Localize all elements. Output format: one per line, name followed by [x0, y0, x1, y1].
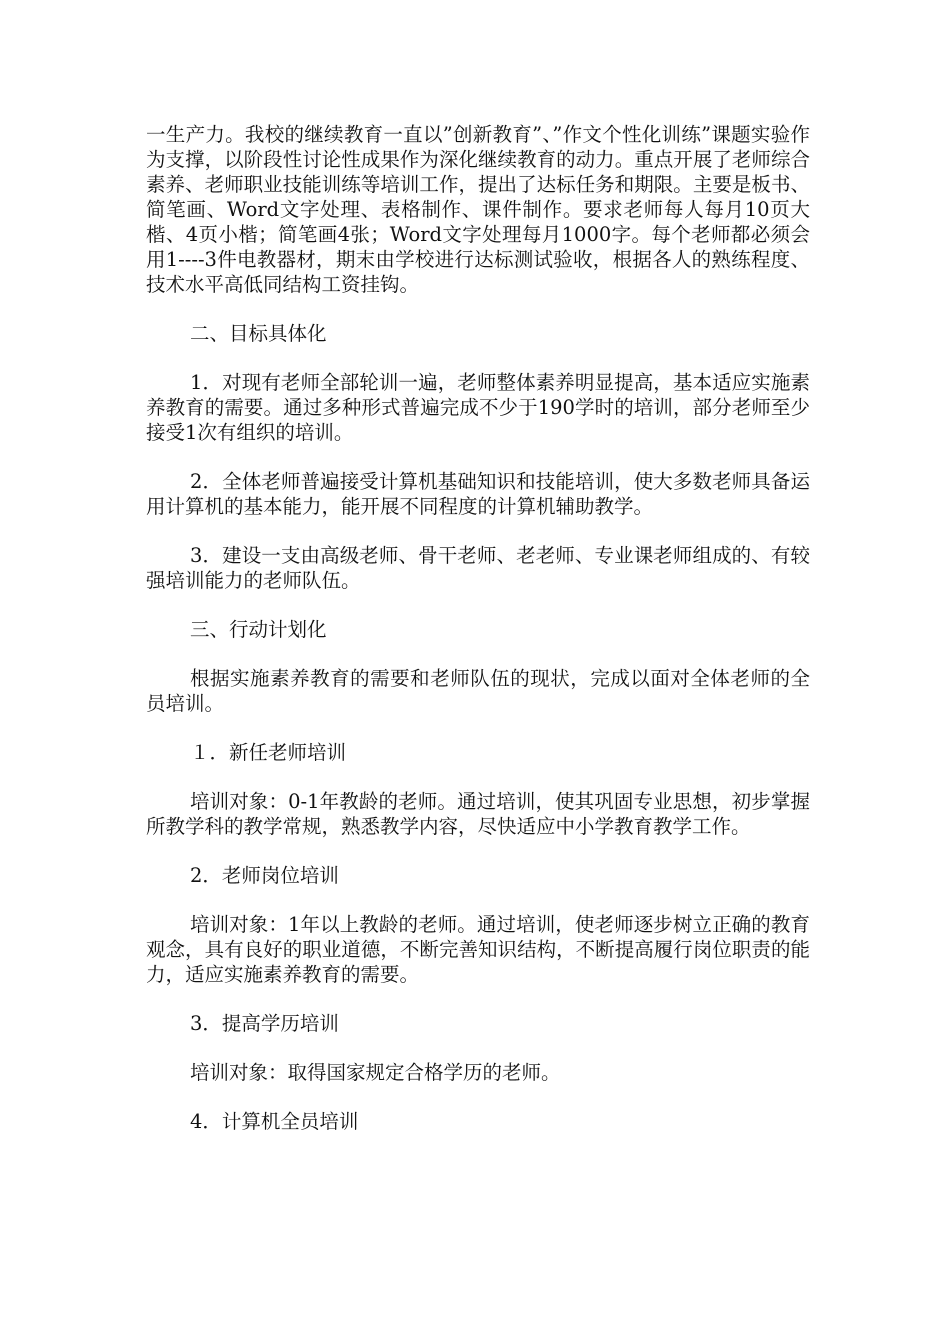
plan-item-heading-degree-training: 3．提高学历培训	[190, 1012, 339, 1035]
goal-item-3: 3．建设一支由高级老师、骨干老师、老老师、专业课老师组成的、有较强培训能力的老师队伍。	[146, 544, 810, 592]
section-heading-goals: 二、目标具体化	[190, 322, 327, 345]
intro-paragraph: 一生产力。我校的继续教育一直以”创新教育”、”作文个性化训练”课题实验作为支撑，以阶段性讨论性成果作为深化继续教育的动力。重点开展了老师综合素养、老师职业技能训练等培训工作，提出了达标任务和期限。主要是板书、简笔画、Word文字处理、表格制作、课件制作。要求老师每人每月10页大楷、4页小楷；简笔画4张；Word文字处理每月1000字。每个老师都必须会用1----3件电教器材，期末由学校进行达标测试验收，根据各人的熟练程度、技术水平高低同结构工资挂钩。	[146, 123, 810, 296]
document-page	[146, 122, 810, 1158]
goal-item-2: 2．全体老师普遍接受计算机基础知识和技能培训，使大多数老师具备运用计算机的基本能力，能开展不同程度的计算机辅助教学。	[146, 470, 810, 518]
plan-intro-paragraph: 根据实施素养教育的需要和老师队伍的现状，完成以面对全体老师的全员培训。	[146, 667, 810, 715]
plan-item-heading-computer-training: 4．计算机全员培训	[190, 1110, 359, 1133]
section-heading-action-plan: 三、行动计划化	[190, 618, 327, 641]
plan-item-body-degree-training: 培训对象：取得国家规定合格学历的老师。	[190, 1061, 561, 1084]
plan-item-body-post-training: 培训对象：1年以上教龄的老师。通过培训，使老师逐步树立正确的教育观念，具有良好的职业道德，不断完善知识结构，不断提高履行岗位职责的能力，适应实施素养教育的需要。	[146, 913, 810, 986]
plan-item-body-new-teacher: 培训对象：0-1年教龄的老师。通过培训，使其巩固专业思想，初步掌握所教学科的教学常规，熟悉教学内容，尽快适应中小学教育教学工作。	[146, 790, 810, 838]
plan-item-heading-post-training: 2．老师岗位培训	[190, 864, 339, 887]
plan-item-heading-new-teacher: １．新任老师培训	[190, 741, 347, 764]
goal-item-1: 1．对现有老师全部轮训一遍，老师整体素养明显提高，基本适应实施素养教育的需要。通过多种形式普遍完成不少于190学时的培训，部分老师至少接受1次有组织的培训。	[146, 371, 810, 444]
